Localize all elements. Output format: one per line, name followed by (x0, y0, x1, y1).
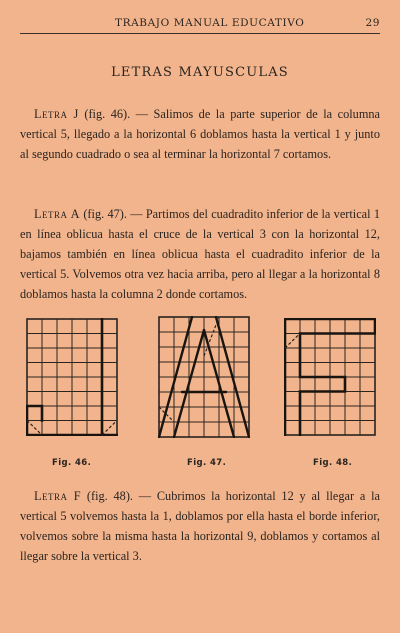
paragraph-lead: Letra F (34, 489, 82, 503)
figure-47-caption: Fig. 47. (187, 458, 227, 468)
paragraph-body: (fig. 48). — Cubrimos la horizontal 12 y al llegar a la vertical 5 volvemos hasta la 1, doblamos por ella hasta el borde inferior, volvemos sobre la misma hasta la horizontal 9, doblamos y cortamos al llegar sobre la vertical 3. (20, 489, 380, 563)
paragraph-lead: Letra A (34, 207, 81, 221)
paragraph-letra-a (20, 204, 380, 304)
figures-row (0, 308, 400, 478)
section-title: LETRAS MAYUSCULAS (111, 65, 289, 80)
running-title: TRABAJO MANUAL EDUCATIVO (115, 17, 305, 29)
paragraph-letra-f (20, 486, 380, 566)
page-number: 29 (365, 17, 380, 29)
paragraph-lead: Letra J (34, 107, 79, 121)
figure-46-caption: Fig. 46. (52, 458, 92, 468)
paragraph-body: (fig. 46). — Salimos de la parte superior de la columna vertical 5, llegado a la horizontal 6 doblamos hasta la vertical 1 y junto al segundo cuadrado o sea al terminar la horizontal 7 cortamos. (20, 107, 380, 161)
figure-48-caption: Fig. 48. (313, 458, 353, 468)
figure-48-letter-f (284, 318, 376, 436)
figure-47-letter-a (158, 316, 250, 438)
header-rule (20, 33, 380, 34)
page-header (20, 17, 380, 29)
figure-46-letter-j (26, 318, 118, 436)
paragraph-body: (fig. 47). — Partimos del cuadradito inferior de la vertical 1 en línea oblicua hasta el cruce de la vertical 3 con la horizontal 12, bajamos también en línea oblicua hasta el cuadradito inferior de la vertical 5. Volvemos otra vez hacia arriba, pero al llegar a la horizontal 8 doblamos hasta la columna 2 donde cortamos. (20, 207, 380, 301)
paragraph-letra-j (20, 104, 380, 164)
